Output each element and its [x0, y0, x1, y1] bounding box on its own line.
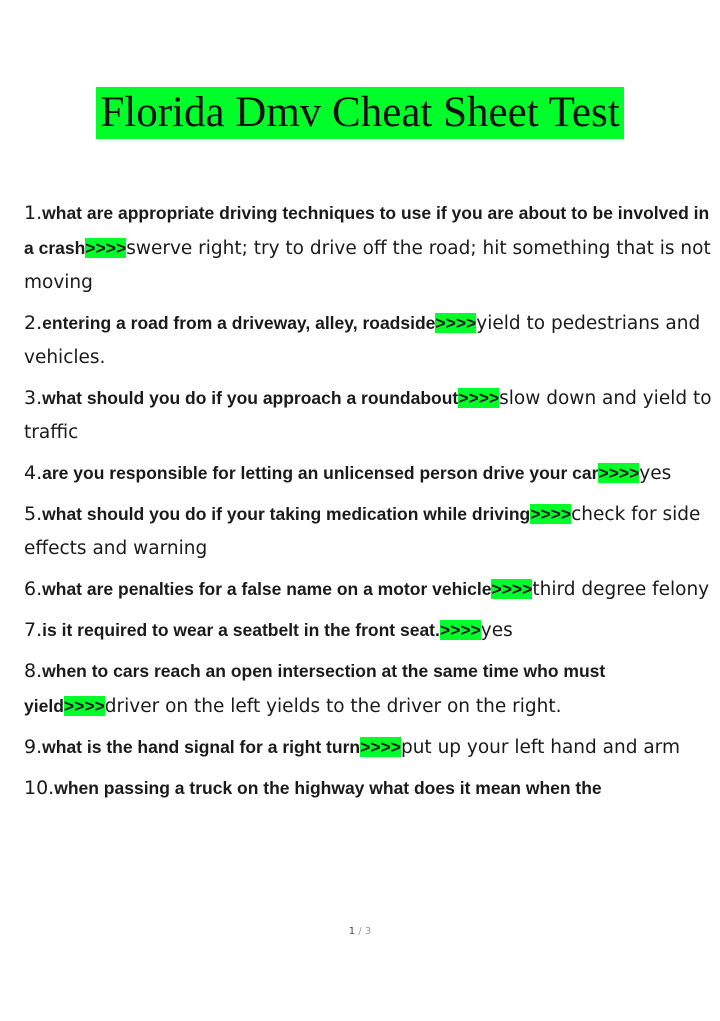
answer-separator: >>>>	[491, 579, 533, 599]
page-current: 1	[348, 926, 356, 937]
item-number: 10.	[24, 777, 55, 799]
question-text: what is the hand signal for a right turn	[42, 737, 361, 757]
answer-separator: >>>>	[439, 620, 481, 640]
answer-separator: >>>>	[530, 504, 572, 524]
answer-text: put up your left hand and arm	[400, 737, 680, 758]
item-number: 4.	[24, 462, 43, 484]
question-text: what are penalties for a false name on a motor vehicle	[42, 579, 492, 599]
answer-separator: >>>>	[360, 737, 401, 757]
answer-text: yes	[639, 463, 672, 484]
qa-item-10	[24, 771, 714, 806]
question-text: is it required to wear a seatbelt in the front seat.	[42, 620, 440, 640]
item-number: 3.	[24, 387, 43, 409]
answer-text: driver on the left yields to the driver on the right.	[104, 696, 562, 717]
answer-text: slow down and yield to traffic	[24, 388, 712, 443]
item-number: 2.	[24, 312, 43, 334]
answer-separator: >>>>	[85, 238, 127, 258]
qa-item-6	[24, 572, 714, 607]
answer-text: yes	[480, 620, 513, 641]
page-total: / 3	[358, 926, 372, 937]
qa-list	[24, 196, 714, 812]
qa-item-2	[24, 306, 714, 375]
item-number: 5.	[24, 503, 43, 525]
answer-separator: >>>>	[63, 696, 105, 716]
qa-item-9	[24, 730, 714, 765]
answer-separator: >>>>	[598, 463, 640, 483]
title-container	[0, 87, 720, 139]
qa-item-3	[24, 381, 714, 450]
question-text: what should you do if you approach a roundabout	[42, 388, 459, 408]
item-number: 8.	[24, 660, 43, 682]
qa-item-1	[24, 196, 714, 300]
document-title: Florida Dmv Cheat Sheet Test	[96, 87, 623, 139]
qa-item-5	[24, 497, 714, 566]
page-number	[0, 926, 720, 937]
answer-separator: >>>>	[435, 313, 477, 333]
answer-text: swerve right; try to drive off the road; hit something that is not moving	[24, 238, 711, 293]
qa-item-4	[24, 456, 714, 491]
question-text: are you responsible for letting an unlicensed person drive your car	[42, 463, 599, 483]
question-text: entering a road from a driveway, alley, roadside	[42, 313, 436, 333]
answer-text: yield to pedestrians and vehicles.	[24, 313, 701, 368]
item-number: 9.	[24, 736, 43, 758]
question-text: what should you do if your taking medication while driving	[42, 504, 531, 524]
question-text: when to cars reach an open intersection at the same time who must yield	[24, 661, 606, 716]
qa-item-7	[24, 613, 714, 648]
answer-text: check for side effects and warning	[24, 504, 701, 559]
item-number: 7.	[24, 619, 43, 641]
item-number: 1.	[24, 202, 43, 224]
question-text: when passing a truck on the highway what does it mean when the	[54, 778, 602, 798]
answer-text: third degree felony	[532, 579, 710, 600]
question-text: what are appropriate driving techniques to use if you are about to be involved in a crash	[24, 203, 710, 258]
item-number: 6.	[24, 578, 43, 600]
qa-item-8	[24, 654, 714, 724]
answer-separator: >>>>	[458, 388, 500, 408]
